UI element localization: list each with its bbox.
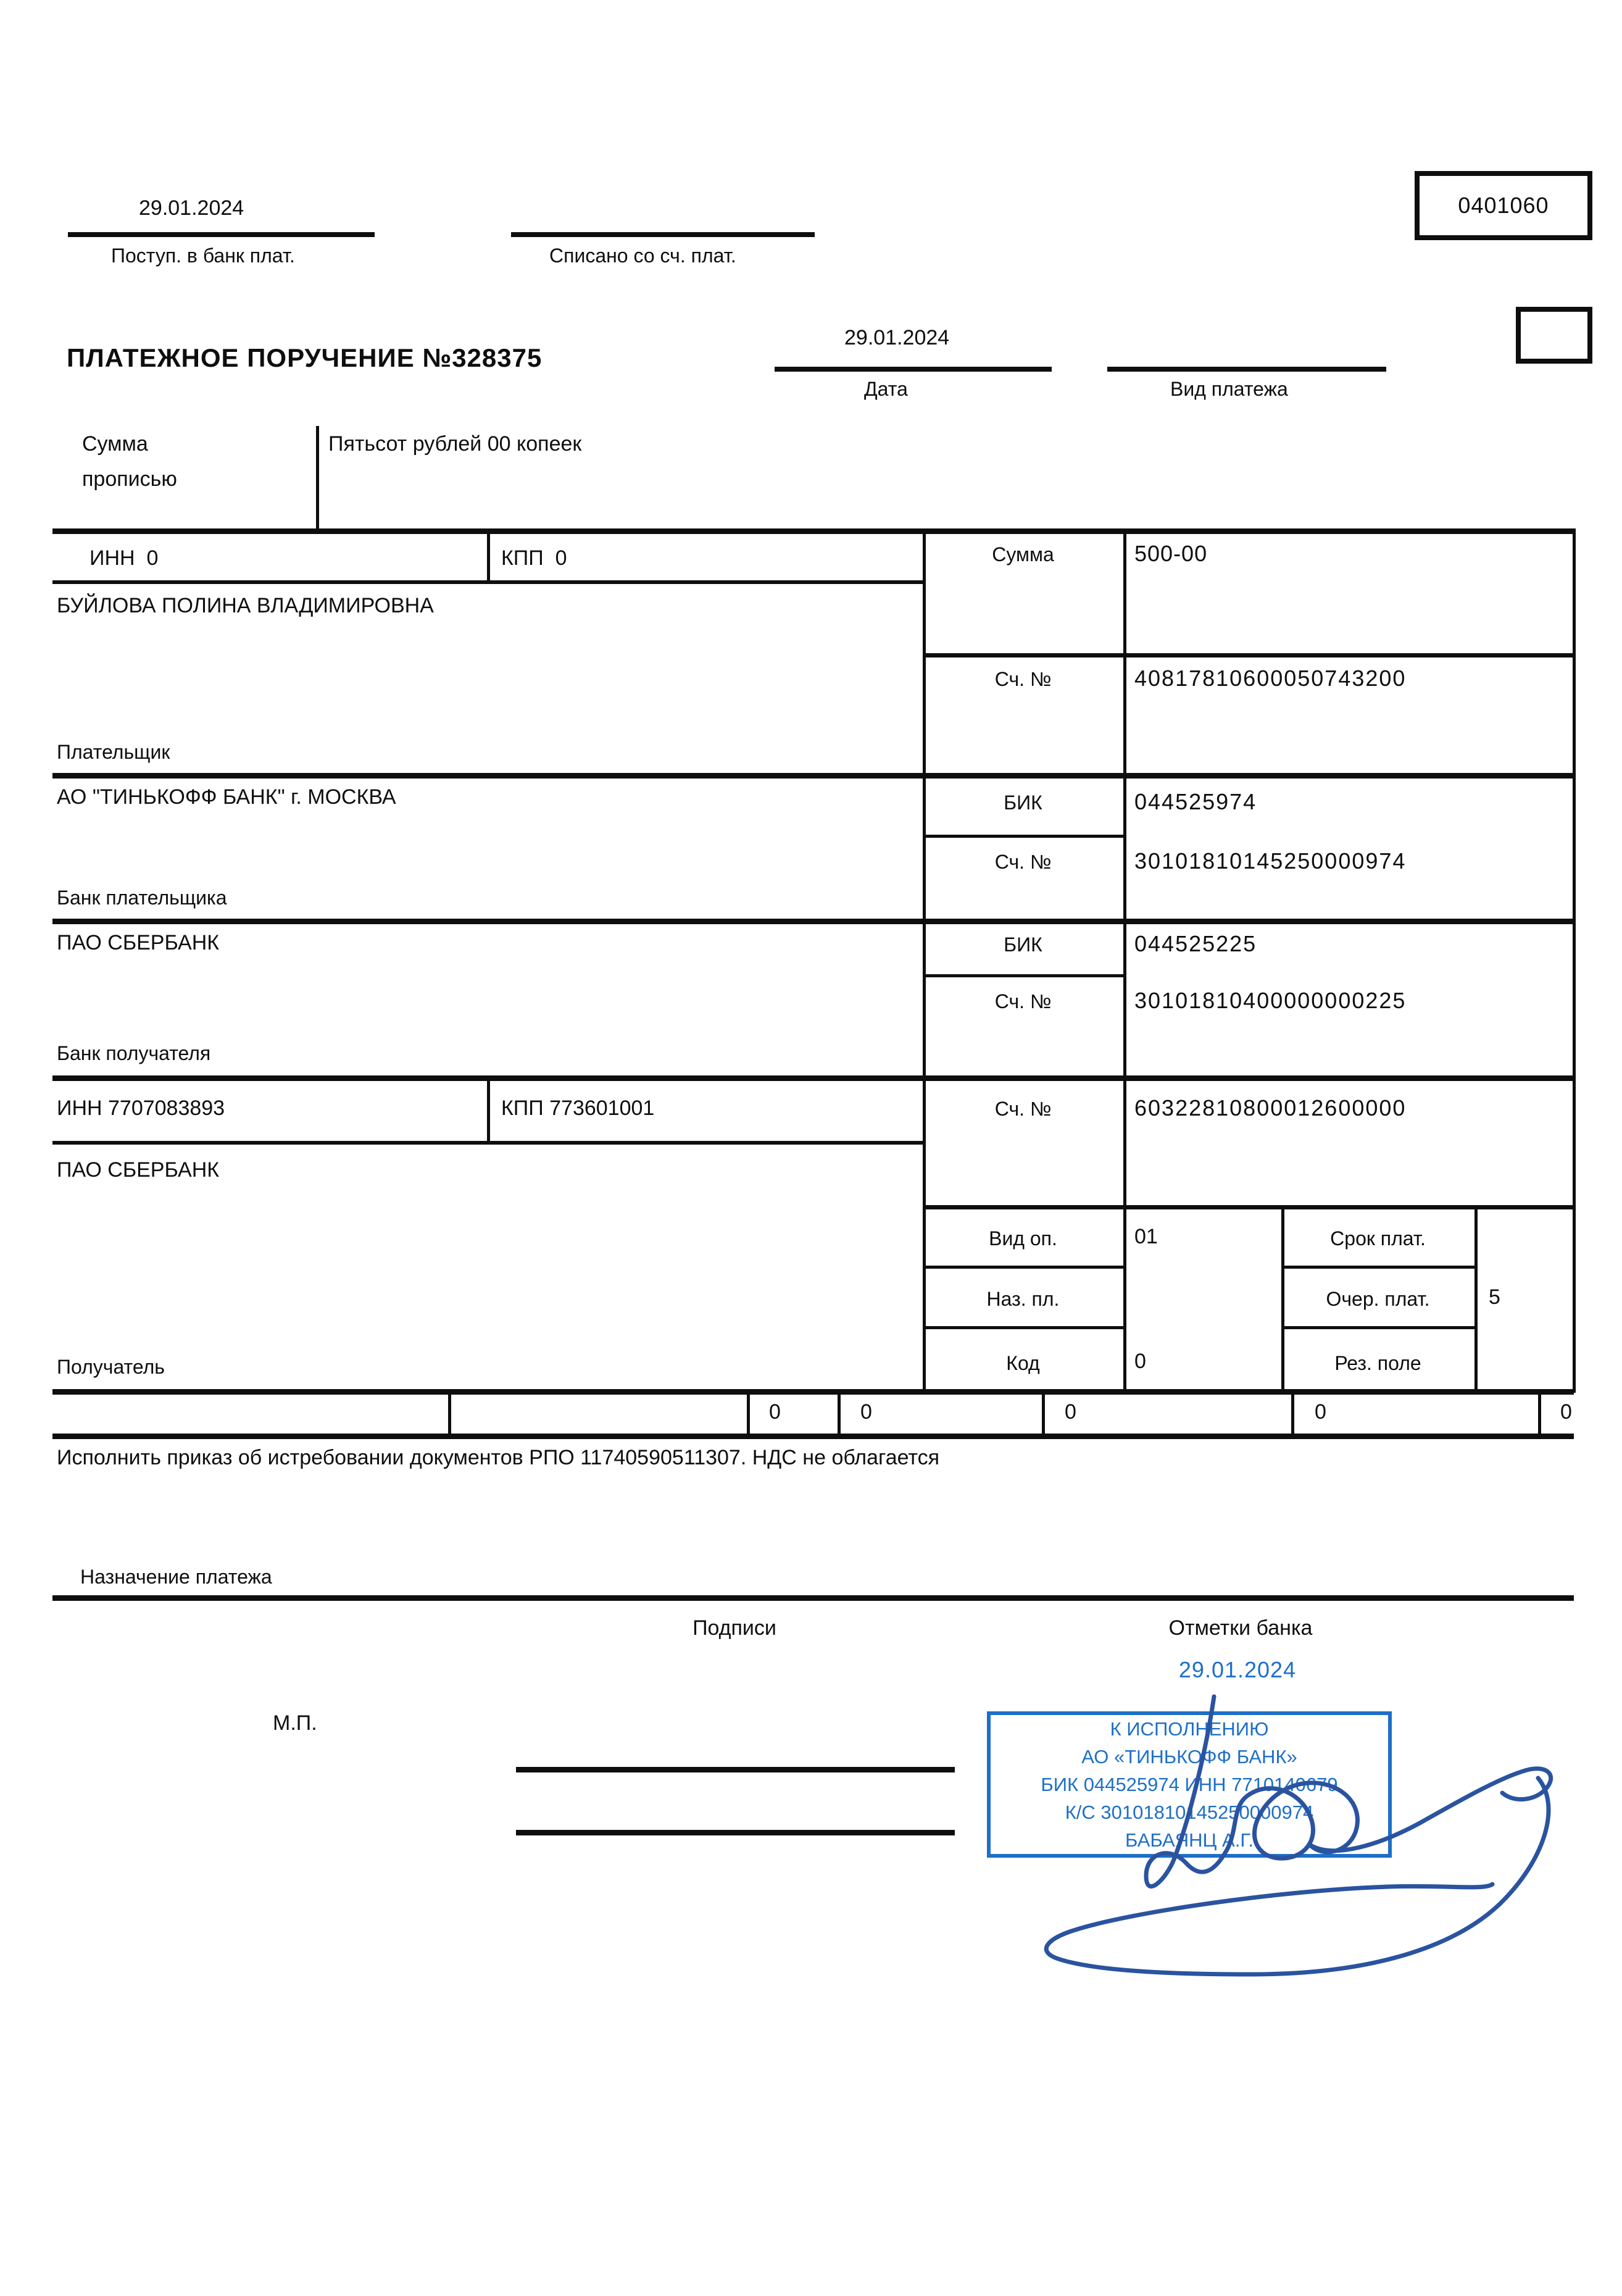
stamp-line-3: БИК 044525974 ИНН 7710140679 <box>1041 1774 1338 1795</box>
document-title: ПЛАТЕЖНОЕ ПОРУЧЕНИЕ №328375 <box>67 343 543 372</box>
payer-inn-field <box>89 546 158 570</box>
payee-bank-account-label: Сч. № <box>994 990 1052 1012</box>
payee-inn-label: ИНН <box>57 1096 102 1120</box>
payer-bank-bik-label: БИК <box>1004 791 1042 814</box>
received-label: Поступ. в банк плат. <box>111 244 295 267</box>
payer-bank-section-label: Банк плательщика <box>57 887 227 909</box>
tax-field-6: 0 <box>1560 1400 1572 1424</box>
reserve-label: Рез. поле <box>1334 1352 1421 1374</box>
op-type-label: Вид оп. <box>989 1227 1057 1250</box>
amount-value: 500-00 <box>1134 541 1208 566</box>
payer-kpp-value: 0 <box>555 546 567 570</box>
amount-words-label-2: прописью <box>82 467 177 491</box>
payer-bank-account-label: Сч. № <box>994 851 1052 873</box>
handwritten-signature <box>1018 1661 1574 1994</box>
amount-label: Сумма <box>992 543 1054 566</box>
purpose-code-label: Наз. пл. <box>986 1288 1060 1310</box>
table-right-border <box>1573 528 1576 1393</box>
payer-kpp-label: КПП <box>501 546 544 570</box>
amount-words-label-1: Сумма <box>82 432 148 456</box>
written-off-line <box>511 232 815 237</box>
signature-line-2 <box>516 1830 955 1835</box>
payer-inn-kpp-divider <box>487 528 490 584</box>
tax-row-divider-3 <box>838 1392 841 1436</box>
mp-label: М.П. <box>273 1711 317 1735</box>
payee-bank-section-label: Банк получателя <box>57 1042 211 1064</box>
purpose-section-label: Назначение платежа <box>80 1566 272 1588</box>
payee-account-value: 60322810800012600000 <box>1134 1095 1407 1121</box>
line-under-purpose <box>52 1595 1574 1601</box>
received-line <box>68 232 375 237</box>
stamp-line-4: К/С 30101810145250000974 <box>1065 1801 1314 1823</box>
payer-account-value: 40817810600050743200 <box>1134 666 1407 691</box>
line-under-due <box>1281 1266 1474 1269</box>
op-grid-divider-2 <box>1474 1205 1478 1393</box>
received-in-bank-date: 29.01.2024 <box>139 196 244 220</box>
payee-kpp-label: КПП <box>501 1096 544 1120</box>
payee-section-label: Получатель <box>57 1356 165 1378</box>
tax-field-5: 0 <box>1315 1400 1326 1424</box>
purpose-text: Исполнить приказ об истребовании документов РПО 11740590511307. НДС не облагается <box>57 1446 939 1469</box>
op-type-value: 01 <box>1134 1225 1158 1248</box>
payee-inn-kpp-divider <box>487 1075 490 1145</box>
line-under-purpose-code <box>923 1326 1123 1329</box>
line-under-payer <box>52 773 1574 779</box>
tax-row-divider-4 <box>1042 1392 1045 1436</box>
payee-bank-name: ПАО СБЕРБАНК <box>57 931 220 954</box>
tax-field-3: 0 <box>860 1400 872 1424</box>
payer-kpp-field <box>501 546 567 570</box>
date-label: Дата <box>864 378 908 400</box>
bank-marks-label: Отметки банка <box>1168 1616 1313 1640</box>
tax-row-divider-1 <box>448 1392 451 1436</box>
status-box <box>1516 307 1592 364</box>
stamp-line-2: АО «ТИНЬКОФФ БАНК» <box>1081 1746 1297 1768</box>
value-column-divider <box>1123 528 1126 1393</box>
document-date: 29.01.2024 <box>844 326 950 349</box>
bank-mark-date: 29.01.2024 <box>1178 1657 1297 1682</box>
payee-bank-account-value: 30101810400000000225 <box>1134 988 1407 1013</box>
tax-field-4: 0 <box>1065 1400 1076 1424</box>
payee-inn-field <box>57 1096 225 1121</box>
table-line-top <box>52 528 1574 534</box>
payment-type-label: Вид платежа <box>1170 378 1288 400</box>
date-line <box>775 367 1052 372</box>
line-under-priority <box>1281 1326 1474 1329</box>
payee-bank-bik-label: БИК <box>1004 933 1042 956</box>
line-under-payer-bank <box>52 919 1574 924</box>
payer-bank-account-value: 30101810145250000974 <box>1134 848 1407 874</box>
payee-inn-value: 7707083893 <box>108 1096 225 1120</box>
due-label: Срок плат. <box>1330 1227 1426 1250</box>
payer-bank-name: АО "ТИНЬКОФФ БАНК" г. МОСКВА <box>57 785 396 809</box>
written-off-label: Списано со сч. плат. <box>549 244 736 267</box>
line-under-op-type <box>923 1266 1123 1269</box>
line-under-payer-bank-bik <box>923 835 1123 838</box>
line-under-payee-bank <box>52 1075 1574 1081</box>
form-code-box <box>1415 171 1592 240</box>
line-under-amount <box>923 653 1574 657</box>
form-code: 0401060 <box>1458 193 1549 218</box>
payee-account-label: Сч. № <box>994 1098 1052 1120</box>
payment-type-line <box>1107 367 1386 372</box>
line-above-tax-row <box>52 1389 1574 1395</box>
payer-bank-bik-value: 044525974 <box>1134 789 1257 814</box>
payee-kpp-field <box>501 1096 654 1121</box>
payer-account-label: Сч. № <box>994 668 1052 690</box>
payer-section-label: Плательщик <box>57 741 170 763</box>
line-under-payee-bank-bik <box>923 974 1123 977</box>
tax-row-divider-5 <box>1291 1392 1294 1436</box>
payer-inn-value: 0 <box>146 546 159 570</box>
stamp-line-1: К ИСПОЛНЕНИЮ <box>1110 1718 1269 1740</box>
payee-bank-bik-value: 044525225 <box>1134 931 1257 956</box>
tax-field-2: 0 <box>769 1400 781 1424</box>
tax-row-divider-2 <box>747 1392 750 1436</box>
stamp-line-5: БАБАЯНЦ А.Г. <box>1125 1829 1254 1851</box>
priority-value: 5 <box>1489 1285 1500 1309</box>
line-below-tax-row <box>52 1434 1574 1439</box>
amount-words-value: Пятьсот рублей 00 копеек <box>328 432 582 456</box>
amount-words-divider <box>316 426 319 530</box>
tax-row-divider-6 <box>1538 1392 1541 1436</box>
signatures-label: Подписи <box>692 1616 776 1640</box>
code-value: 0 <box>1134 1350 1146 1373</box>
payer-name: БУЙЛОВА ПОЛИНА ВЛАДИМИРОВНА <box>57 594 434 617</box>
code-label: Код <box>1006 1352 1040 1374</box>
signature-line-1 <box>516 1767 955 1772</box>
payee-name: ПАО СБЕРБАНК <box>57 1158 220 1182</box>
payer-inn-label: ИНН <box>89 546 135 570</box>
priority-label: Очер. плат. <box>1326 1288 1430 1310</box>
payee-kpp-value: 773601001 <box>549 1096 655 1120</box>
main-column-divider <box>923 528 926 1393</box>
